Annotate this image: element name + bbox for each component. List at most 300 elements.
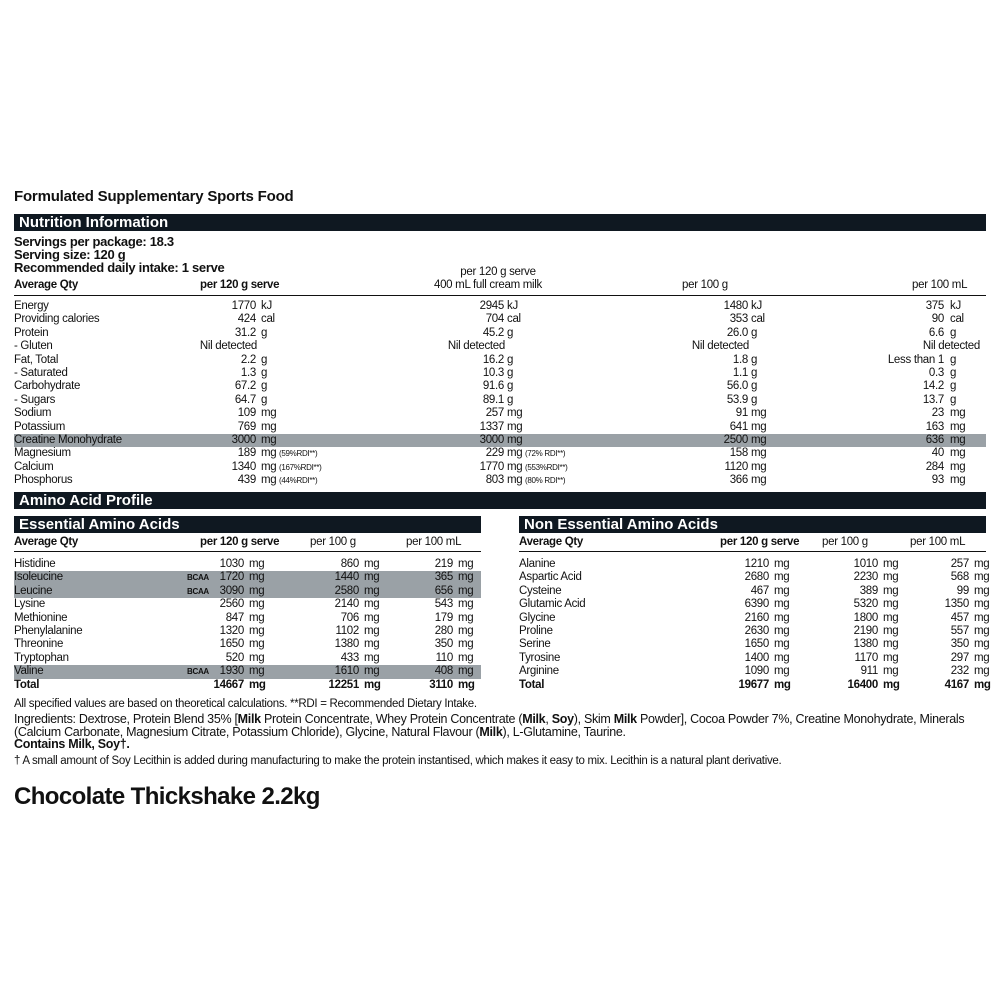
essential-amino-bar: Essential Amino Acids	[14, 516, 481, 533]
nutrient-unit: g	[261, 353, 268, 366]
amino-unit: mg	[249, 558, 265, 570]
nutrient-name: Providing calories	[14, 313, 100, 326]
nutrient-name: Magnesium	[14, 447, 71, 460]
amino-row	[519, 571, 990, 584]
nutrient-name: Phosphorus	[14, 474, 73, 487]
ingredient-segment: ), Skim	[573, 712, 614, 726]
amino-unit: mg	[883, 665, 899, 678]
amino-value: 2630	[744, 625, 769, 637]
non-col-per-100ml: per 100 mL	[910, 536, 966, 548]
nutrient-value: 704	[485, 313, 504, 326]
nutrient-unit: mg	[950, 447, 966, 460]
amino-value: 1440	[334, 571, 359, 584]
amino-unit: mg	[883, 678, 900, 691]
serving-size: Serving size: 120 g	[14, 247, 126, 262]
ingredient-segment: ), L-Glutamine, Taurine.	[502, 724, 626, 739]
amino-value: 2560	[219, 598, 244, 611]
nutrient-unit: g	[507, 367, 514, 379]
col-average-qty: Average Qty	[14, 279, 79, 291]
amino-value: 350	[434, 638, 453, 651]
amino-value: 14667	[213, 678, 244, 691]
nutrient-value: 67.2	[234, 380, 256, 393]
amino-value: 520	[225, 651, 244, 664]
nutrition-row	[14, 447, 986, 460]
nutrient-value: 13.7	[922, 393, 944, 406]
ingredient-segment: Milk	[613, 712, 637, 726]
nutrient-unit: cal	[751, 313, 765, 326]
nutrition-row	[14, 474, 986, 487]
amino-name: Tyrosine	[519, 651, 561, 664]
nutrient-value: 257	[485, 407, 504, 420]
amino-name: Alanine	[519, 558, 556, 570]
bcaa-tag: BCAA	[187, 586, 209, 596]
nutrition-header-rule	[14, 295, 986, 296]
amino-value: 1650	[744, 638, 769, 651]
amino-value: 408	[434, 665, 453, 678]
ingredient-segment: Ingredients: Dextrose, Protein Blend 35% [	[14, 712, 238, 726]
amino-value: 257	[950, 558, 969, 570]
nutrient-value: 14.2	[922, 380, 944, 393]
nutrient-value: 10.3	[482, 367, 504, 379]
nutrition-row	[14, 300, 986, 313]
amino-row	[519, 558, 990, 571]
nutrient-value: 189	[237, 447, 256, 460]
nutrient-unit: g	[950, 367, 957, 379]
nutrient-unit: mg	[507, 474, 523, 487]
amino-unit: mg	[774, 611, 790, 624]
amino-name: Threonine	[14, 638, 64, 651]
amino-unit: mg	[883, 584, 899, 597]
amino-unit: mg	[883, 611, 899, 624]
col-per-100g: per 100 g	[682, 279, 728, 291]
nutrient-unit: g	[507, 380, 514, 393]
nutrient-name: - Saturated	[14, 367, 68, 379]
amino-row	[519, 611, 990, 625]
rdi-percent: (80% RDI**)	[525, 476, 566, 486]
ess-col-average-qty: Average Qty	[14, 536, 79, 548]
nutrient-value: Nil detected	[922, 340, 980, 353]
ess-col-per-100g: per 100 g	[310, 536, 356, 548]
ess-col-per-serve: per 120 g serve	[200, 536, 280, 548]
amino-value: 1320	[219, 625, 244, 637]
non-col-average-qty: Average Qty	[519, 536, 584, 548]
nutrient-unit: g	[751, 380, 758, 393]
nutrient-value: 23	[931, 407, 944, 420]
nutrient-value: 1480	[723, 300, 748, 312]
nutrient-unit: g	[261, 367, 268, 379]
amino-value: 2230	[853, 571, 878, 584]
ingredient-segment: Milk	[237, 712, 261, 726]
amino-unit: mg	[974, 571, 990, 584]
nutrient-unit: mg	[950, 420, 966, 433]
amino-unit: mg	[883, 651, 899, 664]
amino-total-row	[519, 678, 991, 692]
amino-unit: mg	[883, 558, 899, 570]
nutrient-unit: g	[751, 353, 758, 366]
nutrient-unit: mg	[751, 460, 767, 473]
nutrient-value: 424	[237, 313, 256, 326]
amino-row	[519, 638, 990, 651]
nutrient-unit: g	[261, 393, 268, 406]
nutrient-value: 229	[485, 447, 504, 460]
amino-row	[519, 665, 990, 678]
amino-unit: mg	[458, 665, 474, 678]
amino-value: 1030	[219, 558, 244, 570]
amino-unit: mg	[364, 651, 380, 664]
amino-value: 3110	[429, 678, 453, 691]
amino-name: Total	[519, 678, 545, 691]
non-col-per-serve: per 120 g serve	[720, 536, 800, 548]
amino-row	[14, 598, 481, 611]
nutrient-value: 636	[925, 434, 944, 446]
amino-unit: mg	[364, 625, 380, 637]
nutrient-value: 769	[237, 420, 256, 433]
ess-col-per-100ml: per 100 mL	[406, 536, 462, 548]
amino-row	[519, 625, 990, 638]
daily-intake: Recommended daily intake: 1 serve	[14, 260, 225, 275]
amino-value: 280	[434, 625, 453, 637]
amino-value: 1610	[334, 665, 359, 678]
amino-unit: mg	[249, 598, 265, 611]
amino-unit: mg	[364, 638, 380, 651]
amino-unit: mg	[458, 584, 474, 597]
amino-name: Cysteine	[519, 584, 562, 597]
amino-value: 2580	[334, 584, 359, 597]
amino-unit: mg	[364, 584, 380, 597]
amino-row	[14, 612, 481, 625]
nutrient-value: Nil detected	[199, 340, 257, 353]
amino-name: Methionine	[14, 611, 68, 624]
amino-value: 350	[950, 638, 969, 651]
amino-unit: mg	[458, 571, 474, 584]
amino-value: 1400	[744, 651, 769, 664]
amino-unit: mg	[249, 584, 265, 597]
nutrient-value: 91.6	[482, 380, 504, 393]
ingredient-segment: Powder], Cocoa Powder 7%, Creatine Monohydrate, Minerals (Calcium Carbonate, Magnesium Citrate, Potassium Chloride), Glycine, Natural Flavour (	[14, 712, 965, 739]
amino-unit: mg	[249, 678, 266, 691]
nutrient-name: Sodium	[14, 407, 52, 420]
nutrient-unit: g	[950, 353, 957, 366]
amino-value: 860	[340, 558, 359, 570]
amino-name: Histidine	[14, 558, 56, 570]
amino-value: 557	[950, 625, 969, 637]
product-category-heading: Formulated Supplementary Sports Food	[14, 188, 294, 205]
nutrient-unit: g	[507, 326, 514, 339]
col-per-serve: per 120 g serve	[200, 279, 280, 291]
nutrient-value: 1.1	[732, 367, 748, 379]
amino-unit: mg	[458, 558, 474, 570]
nutrient-unit: kJ	[261, 300, 272, 312]
amino-value: 1930	[219, 665, 244, 678]
amino-acid-profile-bar: Amino Acid Profile	[14, 492, 986, 509]
servings-per-package: Servings per package: 18.3	[14, 234, 174, 249]
nutrient-name: - Gluten	[14, 340, 53, 353]
amino-value: 2190	[853, 625, 878, 637]
nutrition-row	[14, 327, 986, 340]
amino-value: 1090	[744, 665, 769, 678]
amino-row	[14, 638, 481, 651]
nutrient-unit: cal	[507, 313, 521, 326]
amino-value: 179	[434, 611, 453, 624]
nonessential-amino-bar: Non Essential Amino Acids	[519, 516, 986, 533]
amino-unit: mg	[458, 638, 474, 651]
nutrient-unit: g	[507, 393, 514, 406]
nutrient-name: Fat, Total	[14, 353, 59, 366]
nutrient-value: 2945	[479, 300, 504, 312]
col-milk-bottom: 400 mL full cream milk	[433, 279, 542, 291]
nutrient-value: 3000	[231, 434, 256, 446]
nutrient-unit: g	[950, 393, 957, 406]
amino-value: 389	[859, 584, 878, 597]
amino-value: 467	[750, 584, 769, 597]
amino-unit: mg	[249, 665, 265, 678]
nutrient-value: 158	[729, 447, 748, 460]
rdi-percent: (167%RDI**)	[279, 462, 322, 472]
rdi-percent: (553%RDI**)	[525, 462, 568, 472]
nutrient-unit: g	[751, 393, 758, 406]
nutrition-row	[14, 354, 986, 367]
nutrient-value: 91	[735, 407, 748, 420]
amino-name: Isoleucine	[14, 571, 63, 584]
amino-value: 543	[434, 598, 453, 611]
nutrition-row	[14, 313, 986, 326]
amino-name: Glycine	[519, 611, 556, 624]
amino-unit: mg	[774, 584, 790, 597]
nutrient-value: 56.0	[726, 380, 748, 393]
amino-value: 1170	[854, 651, 878, 664]
product-title: Chocolate Thickshake 2.2kg	[14, 783, 320, 810]
nutrient-unit: g	[507, 353, 514, 366]
nutrient-unit: mg	[751, 474, 767, 487]
nutrient-value: 1340	[231, 460, 256, 473]
nutrient-value: 1770	[231, 300, 256, 312]
nutrient-value: 375	[925, 300, 944, 312]
nutrient-value: 64.7	[234, 393, 256, 406]
nutrient-value: 93	[931, 474, 944, 487]
nutrition-row	[14, 434, 986, 447]
ingredient-segment: ,	[545, 712, 552, 726]
amino-row	[519, 584, 990, 598]
nutrient-unit: mg	[950, 407, 966, 420]
nutrition-row	[14, 380, 986, 393]
ingredients-list	[14, 712, 964, 739]
amino-unit: mg	[774, 625, 790, 637]
amino-value: 1650	[219, 638, 244, 651]
amino-unit: mg	[458, 611, 474, 624]
amino-row	[14, 571, 481, 584]
nutrient-unit: mg	[950, 474, 966, 487]
amino-unit: mg	[974, 665, 990, 678]
nutrient-value: Nil detected	[691, 340, 749, 353]
nutrient-unit: mg	[507, 460, 523, 473]
amino-name: Phenylalanine	[14, 625, 83, 637]
amino-unit: mg	[974, 598, 990, 611]
nutrient-unit: g	[751, 367, 758, 379]
amino-unit: mg	[364, 678, 381, 691]
nutrient-name: Protein	[14, 326, 49, 339]
amino-unit: mg	[974, 611, 990, 624]
nutrition-row	[14, 407, 986, 420]
amino-value: 110	[435, 651, 453, 664]
nutrient-value: 109	[237, 407, 256, 420]
amino-name: Valine	[14, 665, 44, 678]
nutrient-value: 1120	[724, 460, 748, 473]
amino-unit: mg	[458, 651, 474, 664]
amino-unit: mg	[974, 651, 990, 664]
nutrient-unit: mg	[751, 407, 767, 420]
nutrient-unit: cal	[950, 313, 964, 326]
nutrient-name: Potassium	[14, 420, 65, 433]
amino-unit: mg	[974, 638, 990, 651]
nutrition-row	[14, 367, 986, 380]
nutrient-unit: g	[261, 380, 268, 393]
amino-value: 232	[950, 665, 969, 678]
nutrient-value: 1337	[479, 420, 504, 433]
nutrient-value: Less than 1	[887, 353, 944, 366]
amino-value: 2160	[744, 611, 769, 624]
amino-unit: mg	[774, 638, 790, 651]
rdi-percent: (72% RDI**)	[525, 449, 566, 459]
amino-total-row	[14, 679, 481, 692]
ingredients-text	[14, 713, 986, 751]
amino-value: 1210	[744, 558, 769, 570]
amino-name: Arginine	[519, 665, 559, 678]
nutrient-unit: cal	[261, 313, 275, 326]
nutrient-value: 6.6	[928, 326, 944, 339]
amino-name: Aspartic Acid	[519, 571, 582, 584]
amino-unit: mg	[458, 625, 474, 637]
nutrient-value: 31.2	[234, 326, 256, 339]
nutrient-value: 1770	[479, 460, 504, 473]
nutrient-value: 2.2	[240, 353, 256, 366]
amino-value: 1380	[334, 638, 359, 651]
ingredient-segment: Milk	[479, 724, 503, 739]
amino-unit: mg	[974, 584, 990, 597]
nutrition-row	[14, 421, 986, 434]
amino-unit: mg	[249, 651, 265, 664]
amino-unit: mg	[249, 571, 265, 584]
amino-value: 1800	[853, 611, 878, 624]
amino-value: 3090	[219, 584, 244, 597]
nutrient-name: Creatine Monohydrate	[14, 434, 122, 446]
amino-row	[519, 598, 990, 611]
amino-value: 5320	[853, 598, 878, 611]
amino-value: 1350	[944, 598, 969, 611]
nutrient-value: 163	[925, 420, 944, 433]
amino-unit: mg	[774, 598, 790, 611]
nutrient-value: 353	[729, 313, 748, 326]
amino-value: 99	[956, 584, 969, 597]
amino-unit: mg	[883, 625, 899, 637]
amino-unit: mg	[249, 625, 265, 637]
col-per-100ml: per 100 mL	[912, 279, 968, 291]
nutrient-value: 284	[925, 460, 944, 473]
nutrient-value: 89.1	[482, 393, 504, 406]
amino-value: 706	[340, 611, 359, 624]
amino-unit: mg	[774, 651, 790, 664]
amino-name: Lysine	[14, 598, 46, 611]
amino-unit: mg	[458, 678, 475, 691]
amino-value: 6390	[744, 598, 769, 611]
nutrient-unit: kJ	[751, 300, 762, 312]
nutrition-row	[14, 461, 986, 474]
amino-name: Total	[14, 678, 40, 691]
amino-value: 568	[950, 571, 969, 584]
amino-value: 12251	[328, 678, 359, 691]
amino-unit: mg	[774, 678, 791, 691]
nutrient-name: - Sugars	[14, 393, 56, 406]
nutrient-value: 0.3	[928, 367, 944, 379]
nutrient-name: Energy	[14, 300, 49, 312]
amino-unit: mg	[774, 558, 790, 570]
amino-value: 656	[434, 584, 453, 597]
amino-value: 911	[860, 665, 878, 678]
nutrient-unit: mg	[751, 447, 767, 460]
amino-unit: mg	[974, 625, 990, 637]
nutrient-unit: mg	[751, 420, 767, 433]
nutrient-unit: mg	[507, 447, 523, 460]
amino-value: 4167	[944, 678, 969, 691]
nutrient-value: 26.0	[726, 326, 748, 339]
nutrient-unit: mg	[261, 420, 277, 433]
allergen-statement: Contains Milk, Soy†.	[14, 737, 130, 752]
nutrient-value: 40	[931, 447, 944, 460]
nutrient-value: Nil detected	[447, 340, 505, 353]
amino-value: 1380	[853, 638, 878, 651]
lecithin-note: † A small amount of Soy Lecithin is added during manufacturing to make the protein instantised, which makes it easy to mix. Lecithin is a natural plant derivative.	[14, 755, 782, 767]
amino-value: 297	[950, 651, 969, 664]
ingredient-segment: Protein Concentrate, Whey Protein Concentrate (	[260, 712, 523, 726]
amino-value: 2140	[334, 598, 359, 611]
nutrient-value: 366	[729, 474, 748, 487]
amino-unit: mg	[249, 611, 265, 624]
ingredient-segment: Milk	[522, 712, 546, 726]
nutrient-name: Carbohydrate	[14, 380, 81, 393]
amino-row	[14, 665, 481, 678]
nutrient-unit: mg	[950, 460, 966, 473]
amino-row	[519, 651, 990, 665]
amino-unit: mg	[883, 571, 899, 584]
non-col-per-100g: per 100 g	[822, 536, 868, 548]
ingredient-segment: Soy	[551, 712, 574, 726]
amino-unit: mg	[774, 665, 790, 678]
amino-unit: mg	[774, 571, 790, 584]
amino-value: 16400	[847, 678, 878, 691]
nutrient-value: 641	[729, 420, 748, 433]
amino-unit: mg	[974, 558, 990, 570]
nutrient-unit: mg	[507, 407, 523, 420]
rdi-percent: (44%RDI**)	[279, 476, 318, 486]
amino-value: 457	[950, 611, 969, 624]
amino-value: 2680	[744, 571, 769, 584]
amino-name: Glutamic Acid	[519, 598, 586, 611]
nutrient-value: 439	[237, 474, 256, 487]
nutrient-unit: kJ	[507, 300, 518, 312]
amino-row	[14, 652, 481, 665]
nutrient-unit: mg	[261, 434, 277, 446]
nutrient-unit: mg	[261, 447, 277, 460]
amino-value: 1720	[219, 571, 244, 584]
nutrient-unit: mg	[507, 420, 523, 433]
nutrition-information-bar: Nutrition Information	[14, 214, 986, 231]
amino-unit: mg	[883, 598, 899, 611]
nutrient-value: 1.8	[732, 353, 748, 366]
nutrient-value: 803	[485, 474, 504, 487]
amino-name: Leucine	[14, 584, 53, 597]
nutrient-value: 16.2	[482, 353, 504, 366]
nutrient-unit: mg	[261, 474, 277, 487]
nutrient-unit: g	[261, 326, 268, 339]
